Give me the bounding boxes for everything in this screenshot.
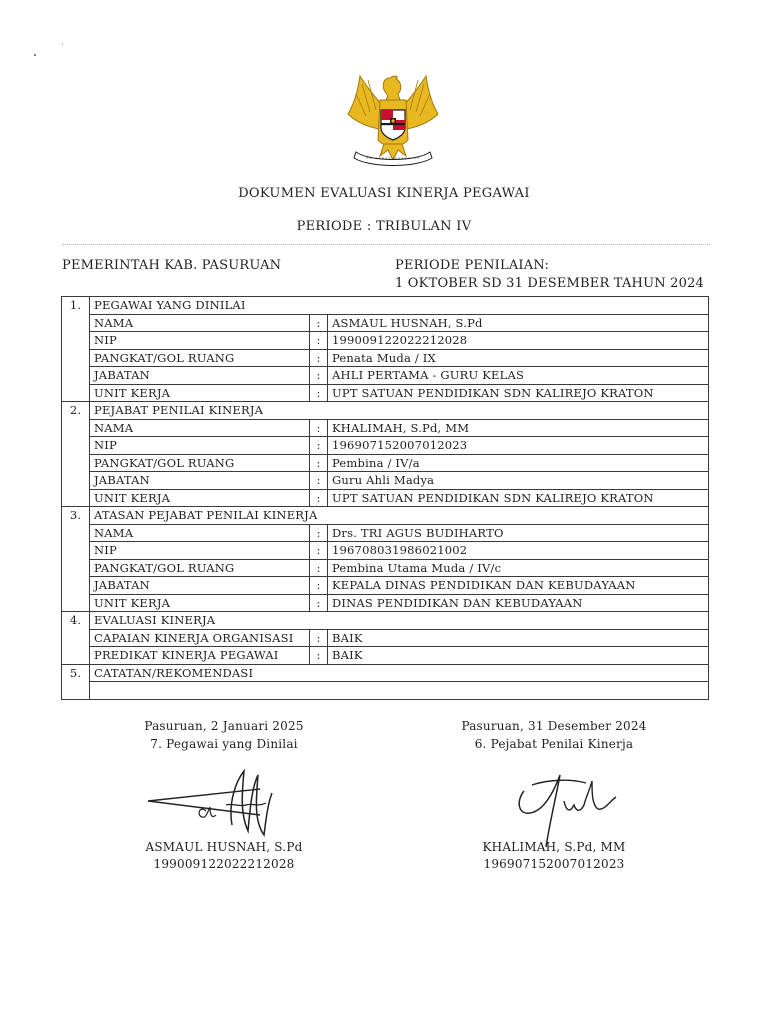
field-value: ASMAUL HUSNAH, S.Pd — [328, 314, 709, 332]
section-header-row — [62, 402, 709, 420]
field-colon: : — [310, 524, 328, 542]
section-title: PEJABAT PENILAI KINERJA — [90, 402, 709, 420]
section-number: 5. — [62, 664, 90, 699]
document-title: DOKUMEN EVALUASI KINERJA PEGAWAI — [238, 186, 530, 201]
field-label: NAMA — [90, 419, 310, 437]
field-value: BAIK — [328, 629, 709, 647]
divider — [62, 244, 710, 245]
table-row — [62, 419, 709, 437]
evaluation-table — [61, 296, 709, 700]
section-header-row — [62, 612, 709, 630]
signature-role: 7. Pegawai yang Dinilai — [150, 737, 298, 751]
field-value: BAIK — [328, 647, 709, 665]
field-label: NIP — [90, 332, 310, 350]
handwritten-signature-icon — [140, 763, 280, 847]
field-colon: : — [310, 454, 328, 472]
document-period: PERIODE : TRIBULAN IV — [296, 219, 472, 234]
field-label: PREDIKAT KINERJA PEGAWAI — [90, 647, 310, 665]
table-row — [62, 647, 709, 665]
field-value: Drs. TRI AGUS BUDIHARTO — [328, 524, 709, 542]
table-row — [62, 349, 709, 367]
field-label: UNIT KERJA — [90, 489, 310, 507]
scan-speck — [34, 54, 36, 56]
field-label: JABATAN — [90, 472, 310, 490]
field-label: PANGKAT/GOL RUANG — [90, 454, 310, 472]
signature-block-employee — [112, 719, 336, 879]
field-label: JABATAN — [90, 367, 310, 385]
handwritten-signature-icon — [500, 761, 640, 851]
table-row — [62, 542, 709, 560]
field-label: NAMA — [90, 524, 310, 542]
field-colon: : — [310, 472, 328, 490]
field-colon: : — [310, 647, 328, 665]
field-colon: : — [310, 314, 328, 332]
section-number: 1. — [62, 297, 90, 402]
notes-area — [90, 682, 709, 700]
field-value: KEPALA DINAS PENDIDIKAN DAN KEBUDAYAAN — [328, 577, 709, 595]
section-title: CATATAN/REKOMENDASI — [90, 664, 709, 682]
table-row — [62, 472, 709, 490]
section-title: EVALUASI KINERJA — [90, 612, 709, 630]
table-row — [62, 384, 709, 402]
section-header-row — [62, 664, 709, 682]
field-colon: : — [310, 349, 328, 367]
table-row — [62, 489, 709, 507]
section-header-row — [62, 507, 709, 525]
field-value: UPT SATUAN PENDIDIKAN SDN KALIREJO KRATON — [328, 384, 709, 402]
field-value: 199009122022212028 — [328, 332, 709, 350]
signature-place-date: Pasuruan, 31 Desember 2024 — [461, 719, 647, 733]
field-value: AHLI PERTAMA - GURU KELAS — [328, 367, 709, 385]
field-label: UNIT KERJA — [90, 594, 310, 612]
field-label: UNIT KERJA — [90, 384, 310, 402]
table-row — [62, 367, 709, 385]
table-row — [62, 454, 709, 472]
table-row — [62, 437, 709, 455]
field-label: PANGKAT/GOL RUANG — [90, 559, 310, 577]
evaluation-table-body — [62, 297, 709, 700]
signature-role: 6. Pejabat Penilai Kinerja — [474, 737, 634, 751]
field-value: Pembina Utama Muda / IV/c — [328, 559, 709, 577]
field-colon: : — [310, 437, 328, 455]
field-label: PANGKAT/GOL RUANG — [90, 349, 310, 367]
section-title: PEGAWAI YANG DINILAI — [90, 297, 709, 315]
section-header-row — [62, 297, 709, 315]
field-colon: : — [310, 419, 328, 437]
table-row — [62, 629, 709, 647]
signature-block-assessor — [438, 719, 670, 879]
section-number: 3. — [62, 507, 90, 612]
field-value: Guru Ahli Madya — [328, 472, 709, 490]
table-row — [62, 559, 709, 577]
field-value: 196907152007012023 — [328, 437, 709, 455]
field-colon: : — [310, 542, 328, 560]
field-label: NIP — [90, 437, 310, 455]
scan-speck — [62, 44, 63, 45]
table-row — [62, 594, 709, 612]
signature-nip: 199009122022212028 — [153, 857, 295, 871]
field-value: Penata Muda / IX — [328, 349, 709, 367]
field-colon: : — [310, 384, 328, 402]
field-colon: : — [310, 367, 328, 385]
signature-name: ASMAUL HUSNAH, S.Pd — [145, 840, 303, 854]
table-row — [62, 577, 709, 595]
garuda-pancasila-emblem-icon — [340, 70, 446, 170]
field-value: DINAS PENDIDIKAN DAN KEBUDAYAAN — [328, 594, 709, 612]
signature-nip: 196907152007012023 — [483, 857, 625, 871]
signature-name: KHALIMAH, S.Pd, MM — [482, 840, 626, 854]
field-label: NIP — [90, 542, 310, 560]
assessment-period-value: 1 OKTOBER SD 31 DESEMBER TAHUN 2024 — [395, 276, 705, 291]
field-colon: : — [310, 559, 328, 577]
table-row — [62, 524, 709, 542]
assessment-period-label: PERIODE PENILAIAN: — [395, 258, 550, 273]
field-label: NAMA — [90, 314, 310, 332]
section-number: 2. — [62, 402, 90, 507]
government-name: PEMERINTAH KAB. PASURUAN — [62, 258, 282, 273]
field-value: Pembina / IV/a — [328, 454, 709, 472]
field-value: 196708031986021002 — [328, 542, 709, 560]
field-colon: : — [310, 629, 328, 647]
signature-place-date: Pasuruan, 2 Januari 2025 — [144, 719, 304, 733]
field-value: UPT SATUAN PENDIDIKAN SDN KALIREJO KRATON — [328, 489, 709, 507]
table-row — [62, 332, 709, 350]
field-value: KHALIMAH, S.Pd, MM — [328, 419, 709, 437]
field-colon: : — [310, 332, 328, 350]
section-title: ATASAN PEJABAT PENILAI KINERJA — [90, 507, 709, 525]
field-label: CAPAIAN KINERJA ORGANISASI — [90, 629, 310, 647]
table-row — [62, 314, 709, 332]
notes-row — [62, 682, 709, 700]
field-colon: : — [310, 594, 328, 612]
field-colon: : — [310, 489, 328, 507]
section-number: 4. — [62, 612, 90, 665]
field-colon: : — [310, 577, 328, 595]
field-label: JABATAN — [90, 577, 310, 595]
